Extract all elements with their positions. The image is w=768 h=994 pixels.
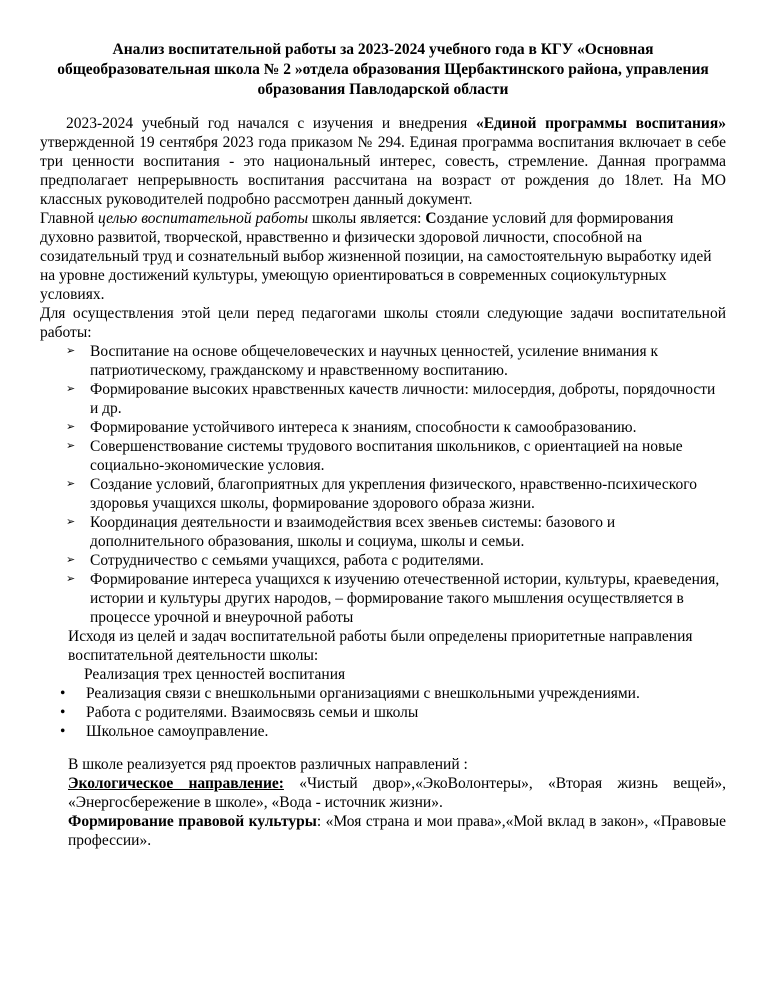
arrow-bullet-icon: ➢ xyxy=(66,573,76,585)
list-item: ➢ Совершенствование системы трудового воспитания школьников, с ориентацией на новые социально-экономические условия. xyxy=(66,438,683,474)
arrow-bullet-icon: ➢ xyxy=(66,383,76,395)
eco-label: Экологическое направление: xyxy=(68,775,284,792)
document-page xyxy=(40,40,726,850)
goal-phrase: целью воспитательной работы xyxy=(97,210,309,227)
list-item: ➢ Сотрудничество с семьями учащихся, работа с родителями. xyxy=(66,552,484,569)
list-item: • Школьное самоуправление. xyxy=(60,723,269,740)
arrow-bullet-icon: ➢ xyxy=(66,421,76,433)
intro-paragraph xyxy=(40,114,726,209)
list-item: • Работа с родителями. Взаимосвязь семьи и школы xyxy=(60,704,419,721)
arrow-bullet-icon: ➢ xyxy=(66,516,76,528)
document-title: Анализ воспитательной работы за 2023-2024 учебного года в КГУ «Основная общеобразовательная школа № 2 »отдела образования Щербактинского района, управления образования Павлодарской области xyxy=(57,41,709,98)
eco-text: «Чистый двор»,«ЭкоВолонтеры», «Вторая жизнь вещей», «Энергосбережение в школе», «Вода - источник жизни». xyxy=(68,775,726,811)
goal-bold-letter: С xyxy=(425,210,437,227)
goal-text-2: школы является: xyxy=(308,210,426,227)
list-item: • Реализация связи с внешкольными организациями с внешкольными учреждениями. xyxy=(60,685,640,702)
direction-first: Реализация трех ценностей воспитания xyxy=(84,666,346,683)
tasks-list xyxy=(40,342,726,627)
bullet-icon: • xyxy=(60,723,66,740)
program-name: «Единой программы воспитания» xyxy=(475,115,726,132)
list-item: ➢ Формирование устойчивого интереса к знаниям, способности к самообразованию. xyxy=(66,419,637,436)
arrow-bullet-icon: ➢ xyxy=(66,478,76,490)
law-text: : «Моя страна и мои права»,«Мой вклад в закон», «Правовые профессии». xyxy=(68,813,726,849)
arrow-bullet-icon: ➢ xyxy=(66,440,76,452)
list-item: ➢ Создание условий, благоприятных для укрепления физического, нравственно-психического здоровья учащихся школы, формирование здорового образа жизни. xyxy=(66,476,698,512)
list-item: ➢ Координация деятельности и взаимодействия всех звеньев системы: базового и дополнительного образования, школы и социума, школы и семьи. xyxy=(66,514,616,550)
bullet-icon: • xyxy=(60,704,66,721)
eco-paragraph xyxy=(40,774,726,812)
projects-intro: В школе реализуется ряд проектов различных направлений : xyxy=(68,756,468,773)
directions-intro: Исходя из целей и задач воспитательной работы были определены приоритетные направления воспитательной деятельности школы: xyxy=(68,628,693,664)
arrow-bullet-icon: ➢ xyxy=(66,345,76,357)
bullet-icon: • xyxy=(60,685,66,702)
law-paragraph xyxy=(40,812,726,850)
law-label: Формирование правовой культуры xyxy=(68,813,317,830)
tasks-intro: Для осуществления этой цели перед педагогами школы стояли следующие задачи воспитательной работы: xyxy=(40,305,726,341)
goal-text-3: оздание условий для формирования духовно развитой, творческой, нравственно и физически здоровой личности, способной на созидательный труд и сознательный выбор жизненной позиции, на самостоятельную выработку идей на уровне достижений культуры, умеющую ориентироваться в современных социокультурных условиях. xyxy=(40,210,712,303)
intro-text-2: утвержденной 19 сентября 2023 года приказом № 294. Единая программа воспитания включает в себе три ценности воспитания - это национальный интерес, совесть, стремление. Данная программа предполагает непрерывность воспитания рассчитана на возраст от рождения до 18лет. На МО классных руководителей подробно рассмотрен данный документ. xyxy=(40,134,726,208)
intro-text-1: 2023-2024 учебный год начался с изучения и внедрения xyxy=(66,115,476,132)
list-item: ➢ Формирование интереса учащихся к изучению отечественной истории, культуры, краеведения, истории и культуры других народов, – формирование такого мышления осуществляется в процессе урочной и внеурочной работы xyxy=(66,571,720,626)
goal-text-1: Главной xyxy=(40,210,98,227)
goal-paragraph xyxy=(40,209,726,304)
list-item: ➢ Воспитание на основе общечеловеческих и научных ценностей, усиление внимания к патриотическому, гражданскому и нравственному воспитанию. xyxy=(66,343,658,379)
list-item: ➢ Формирование высоких нравственных качеств личности: милосердия, доброты, порядочности и др. xyxy=(66,381,716,417)
arrow-bullet-icon: ➢ xyxy=(66,554,76,566)
directions-list xyxy=(40,684,726,741)
